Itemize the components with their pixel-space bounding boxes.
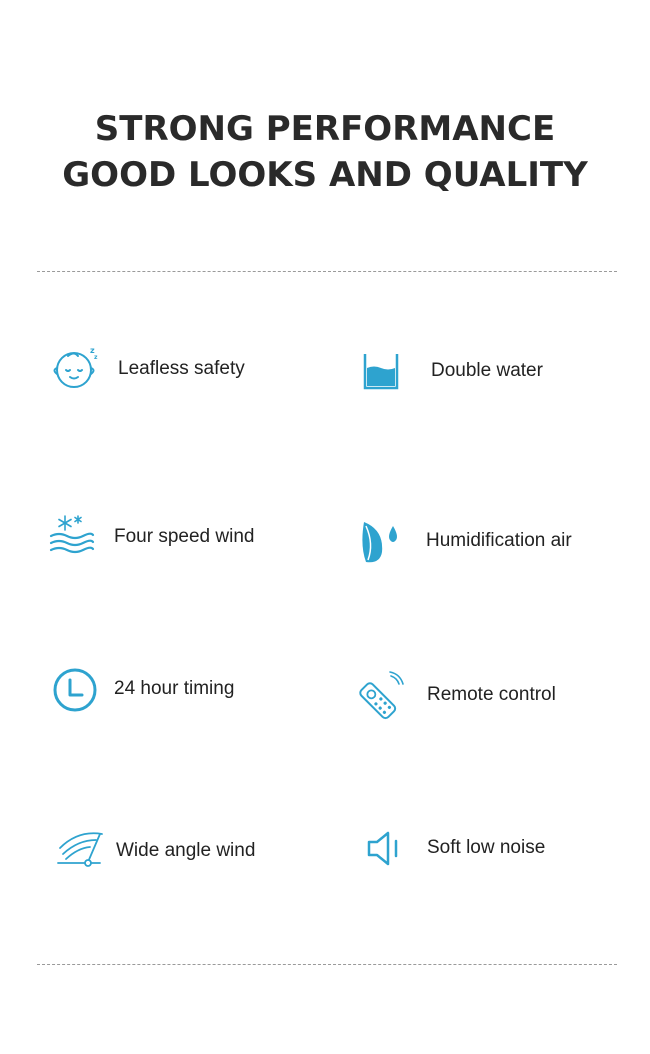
clock-icon <box>50 664 100 714</box>
feature-remote-control <box>355 670 625 720</box>
feature-label: Double water <box>431 360 543 381</box>
feature-label: Remote control <box>427 684 556 705</box>
water-tank-icon <box>360 346 410 396</box>
svg-text:z: z <box>90 346 95 355</box>
feature-label: Leafless safety <box>118 358 245 379</box>
leaf-drop-icon <box>356 516 406 566</box>
feature-four-speed-wind <box>48 512 308 562</box>
remote-control-icon <box>355 670 405 720</box>
feature-leafless-safety <box>48 344 308 394</box>
feature-double-water <box>360 346 620 396</box>
feature-wide-angle-wind <box>54 826 314 876</box>
feature-label: Four speed wind <box>114 526 255 547</box>
feature-label: Wide angle wind <box>116 840 256 861</box>
feature-label: Humidification air <box>426 530 572 551</box>
wide-angle-wind-icon <box>54 826 104 876</box>
svg-text:z: z <box>94 354 98 361</box>
feature-humidification-air <box>356 516 626 566</box>
feature-24-hour-timing <box>50 664 310 714</box>
speaker-icon <box>364 823 414 873</box>
heading-line-2: GOOD LOOKS AND QUALITY <box>62 155 588 195</box>
top-divider <box>37 271 617 272</box>
feature-soft-low-noise <box>364 823 624 873</box>
heading-line-1: STRONG PERFORMANCE <box>94 109 556 149</box>
bottom-divider <box>37 964 617 965</box>
snowflake-wind-icon <box>48 512 98 562</box>
baby-face-icon <box>48 344 98 394</box>
section-heading <box>0 106 650 198</box>
feature-label: Soft low noise <box>427 837 546 858</box>
feature-label: 24 hour timing <box>114 678 235 699</box>
